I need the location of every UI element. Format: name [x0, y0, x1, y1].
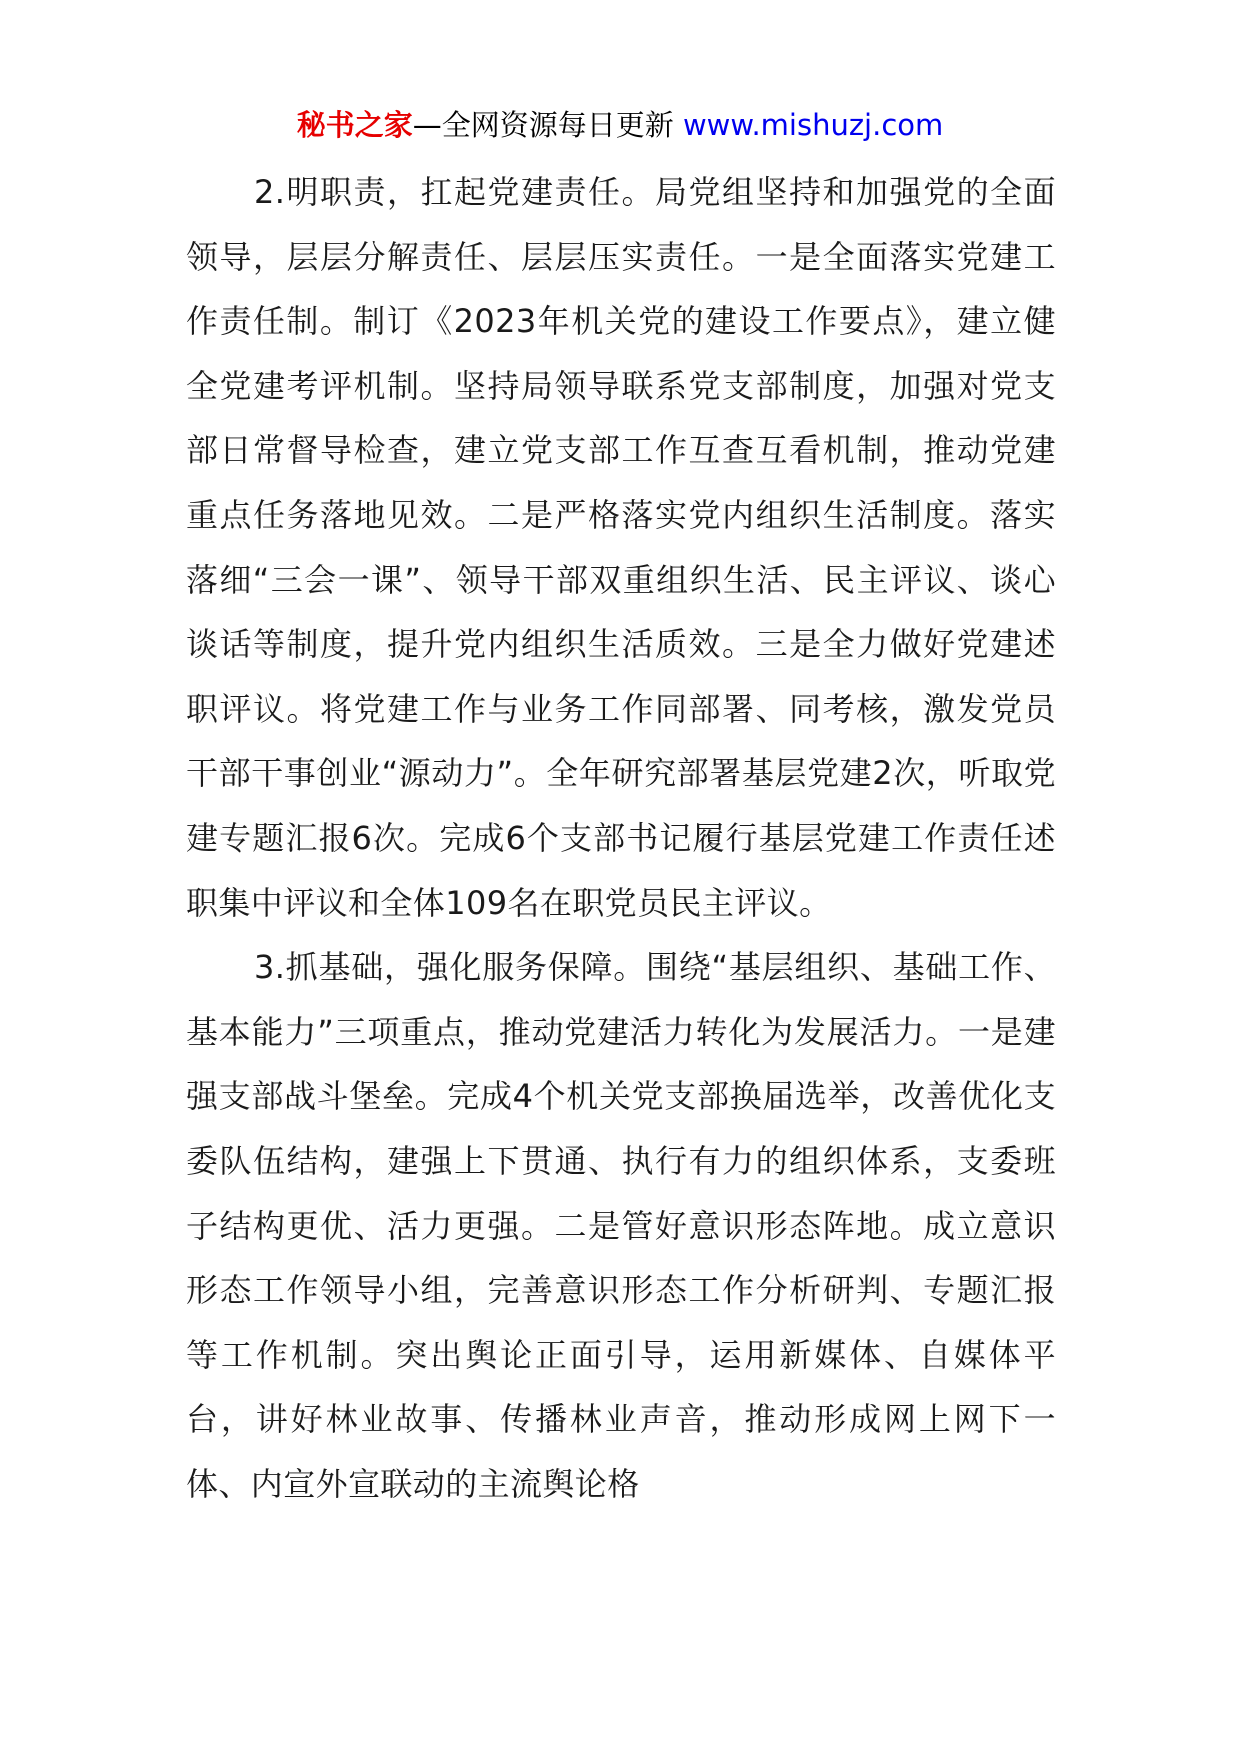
site-brand: 秘书之家 [296, 108, 413, 142]
paragraph-foundation: 3.抓基础，强化服务保障。围绕“基层组织、基础工作、基本能力”三项重点，推动党建活力转化为发展活力。一是建强支部战斗堡垒。完成4个机关党支部换届选举，改善优化支委队伍结构，建强上下贯通、执行有力的组织体系，支委班子结构更优、活力更强。二是管好意识形态阵地。成立意识形态工作领导小组，完善意识形态工作分析研判、专题汇报等工作机制。突出舆论正面引导，运用新媒体、自媒体平台，讲好林业故事、传播林业声音，推动形成网上网下一体、内宣外宣联动的主流舆论格 [186, 948, 1056, 1503]
site-header [0, 100, 1240, 150]
document-body [186, 160, 1056, 1516]
paragraph-responsibility: 2.明职责，扛起党建责任。局党组坚持和加强党的全面领导，层层分解责任、层层压实责任。一是全面落实党建工作责任制。制订《2023年机关党的建设工作要点》，建立健全党建考评机制。坚持局领导联系党支部制度，加强对党支部日常督导检查，建立党支部工作互查互看机制，推动党建重点任务落地见效。二是严格落实党内组织生活制度。落实落细“三会一课”、领导干部双重组织生活、民主评议、谈心谈话等制度，提升党内组织生活质效。三是全力做好党建述职评议。将党建工作与业务工作同部署、同考核，激发党员干部干事创业“源动力”。全年研究部署基层党建2次，听取党建专题汇报6次。完成6个支部书记履行基层党建工作责任述职集中评议和全体109名在职党员民主评议。 [186, 173, 1056, 922]
site-tagline: —全网资源每日更新 [412, 108, 674, 142]
site-url-link[interactable]: www.mishuzj.com [682, 108, 944, 142]
